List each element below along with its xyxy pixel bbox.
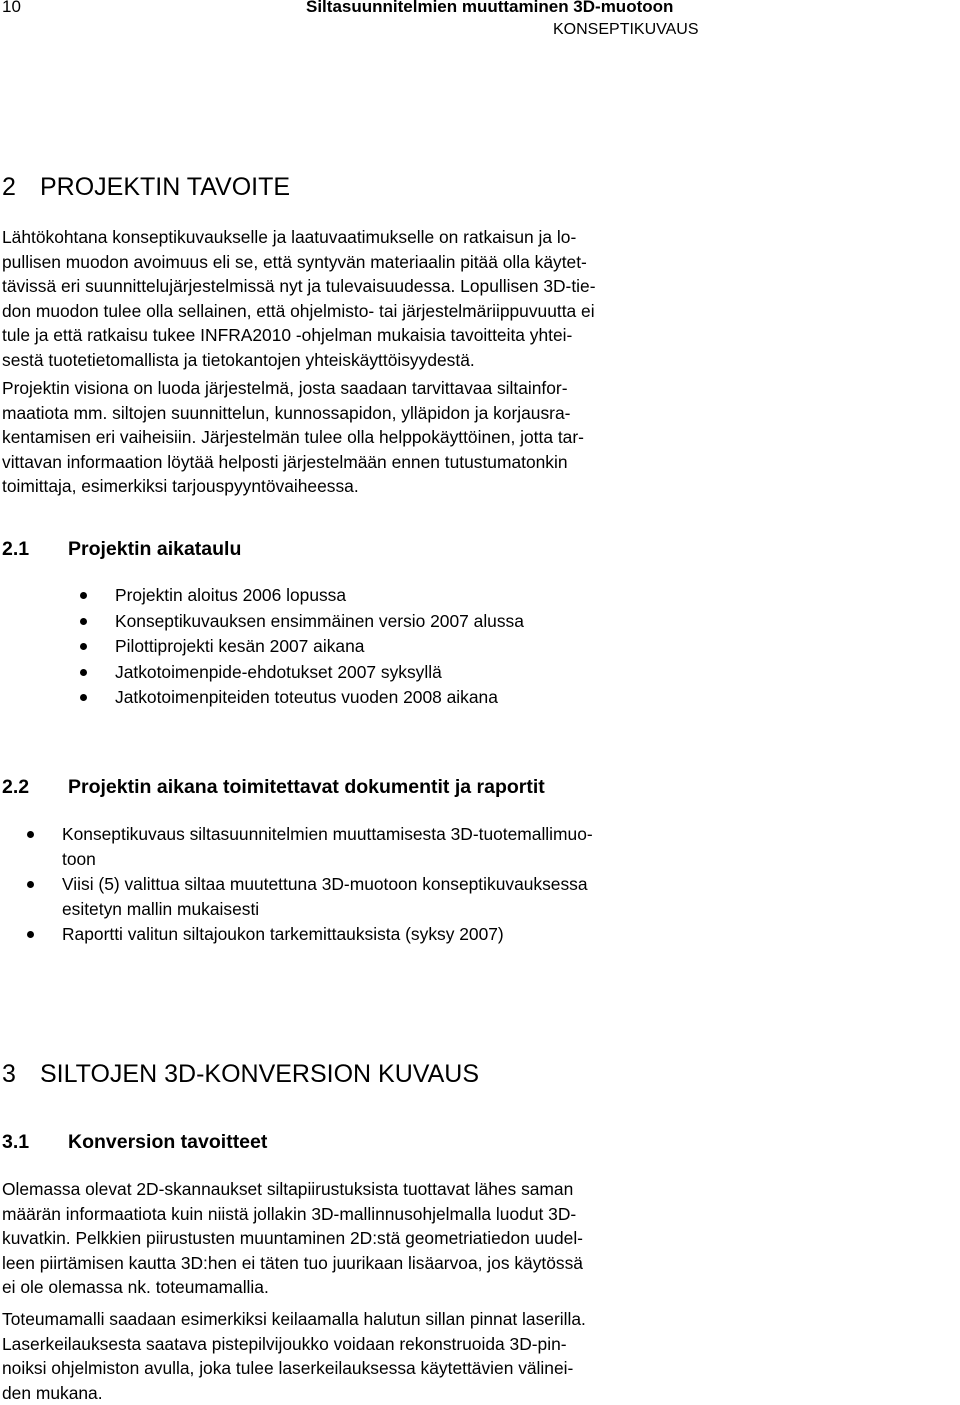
text-line: pullisen muodon avoimuus eli se, että syntyvän materiaalin pitää olla käytet- — [2, 250, 932, 275]
list-item: Raportti valitun siltajoukon tarkemittauksista (syksy 2007) — [0, 922, 710, 947]
bullet-icon — [80, 592, 87, 599]
list-item: Konseptikuvauksen ensimmäinen versio 2007 alussa — [0, 609, 524, 635]
list-item: Jatkotoimenpiteiden toteutus vuoden 2008 aikana — [0, 685, 524, 711]
list-item: Pilottiprojekti kesän 2007 aikana — [0, 634, 524, 660]
section-title: Konversion tavoitteet — [68, 1131, 267, 1153]
section-2-1-heading — [2, 537, 241, 561]
section-number: 3.1 — [2, 1130, 68, 1154]
text-line: don muodon tulee olla sellainen, että ohjelmisto- tai järjestelmäriippuvuutta ei — [2, 299, 932, 324]
text-line: leen piirtämisen kautta 3D:hen ei täten tuo juurikaan lisäarvoa, jos käytössä — [2, 1251, 932, 1276]
running-header-subtitle: KONSEPTIKUVAUS — [553, 21, 699, 39]
text-line: Projektin visiona on luoda järjestelmä, josta saadaan tarvittavaa siltainfor- — [2, 376, 932, 401]
text-line: Lähtökohtana konseptikuvaukselle ja laatuvaatimukselle on ratkaisun ja lo- — [2, 225, 932, 250]
text-line: tävissä eri suunnittelujärjestelmissä nyt ja tulevaisuudessa. Lopullisen 3D-tie- — [2, 274, 932, 299]
section-number: 3 — [2, 1059, 40, 1089]
page-number: 10 — [2, 0, 21, 17]
section-3-heading — [2, 1059, 479, 1089]
section-title: Projektin aikana toimitettavat dokumentit ja raportit — [68, 776, 545, 798]
text-line: kuvatkin. Pelkkien piirustusten muuntaminen 2D:stä geometriatiedon uudel- — [2, 1226, 932, 1251]
text-line: den mukana. — [2, 1381, 932, 1405]
section-title: SILTOJEN 3D-KONVERSION KUVAUS — [40, 1060, 479, 1088]
list-item: Jatkotoimenpide-ehdotukset 2007 syksyllä — [0, 660, 524, 686]
text-line: Olemassa olevat 2D-skannaukset siltapiirustuksista tuottavat lähes saman — [2, 1177, 932, 1202]
bullet-icon — [27, 831, 34, 838]
list-item: Konseptikuvaus siltasuunnitelmien muuttamisesta 3D-tuotemallimuo- toon — [0, 822, 710, 872]
deliverables-list — [0, 822, 710, 947]
section-number: 2 — [2, 172, 40, 202]
section-3-1-heading — [2, 1130, 267, 1154]
bullet-icon — [80, 694, 87, 701]
section-2-paragraph-1 — [2, 225, 932, 372]
bullet-icon — [27, 881, 34, 888]
running-header-title: Siltasuunnitelmien muuttaminen 3D-muotoon — [306, 0, 673, 17]
section-2-paragraph-2 — [2, 376, 932, 499]
text-line: kentamisen eri vaiheisiin. Järjestelmän tulee olla helppokäyttöinen, jotta tar- — [2, 425, 932, 450]
section-title: PROJEKTIN TAVOITE — [40, 173, 290, 201]
section-2-2-heading — [2, 775, 545, 799]
section-number: 2.2 — [2, 775, 68, 799]
schedule-list — [0, 583, 524, 711]
bullet-icon — [80, 643, 87, 650]
bullet-icon — [80, 669, 87, 676]
list-item: Projektin aloitus 2006 lopussa — [0, 583, 524, 609]
text-line: määrän informaatiota kuin niistä jollakin 3D-mallinnusohjelmalla luodut 3D- — [2, 1202, 932, 1227]
section-2-heading — [2, 172, 290, 202]
text-line: tule ja että ratkaisu tukee INFRA2010 -ohjelman mukaisia tavoitteita yhtei- — [2, 323, 932, 348]
text-line: Laserkeilauksesta saatava pistepilvijoukko voidaan rekonstruoida 3D-pin- — [2, 1332, 932, 1357]
text-line: maatiota mm. siltojen suunnittelun, kunnossapidon, ylläpidon ja korjausra- — [2, 401, 932, 426]
section-number: 2.1 — [2, 537, 68, 561]
bullet-icon — [27, 931, 34, 938]
text-line: vittavan informaation löytää helposti järjestelmään ennen tutustumatonkin — [2, 450, 932, 475]
text-line: toimittaja, esimerkiksi tarjouspyyntövaiheessa. — [2, 474, 932, 499]
section-3-1-paragraph-1 — [2, 1177, 932, 1300]
section-3-1-paragraph-2 — [2, 1307, 932, 1405]
bullet-icon — [80, 618, 87, 625]
text-line: ei ole olemassa nk. toteumamallia. — [2, 1275, 932, 1300]
text-line: noiksi ohjelmiston avulla, joka tulee laserkeilauksessa käytettävien välinei- — [2, 1356, 932, 1381]
text-line: Toteumamalli saadaan esimerkiksi keilaamalla halutun sillan pinnat laserilla. — [2, 1307, 932, 1332]
text-line: sestä tuotetietomallista ja tietokantojen yhteiskäyttöisyydestä. — [2, 348, 932, 373]
list-item: Viisi (5) valittua siltaa muutettuna 3D-muotoon konseptikuvauksessa esitetyn mallin mukaisesti — [0, 872, 710, 922]
section-title: Projektin aikataulu — [68, 538, 241, 560]
